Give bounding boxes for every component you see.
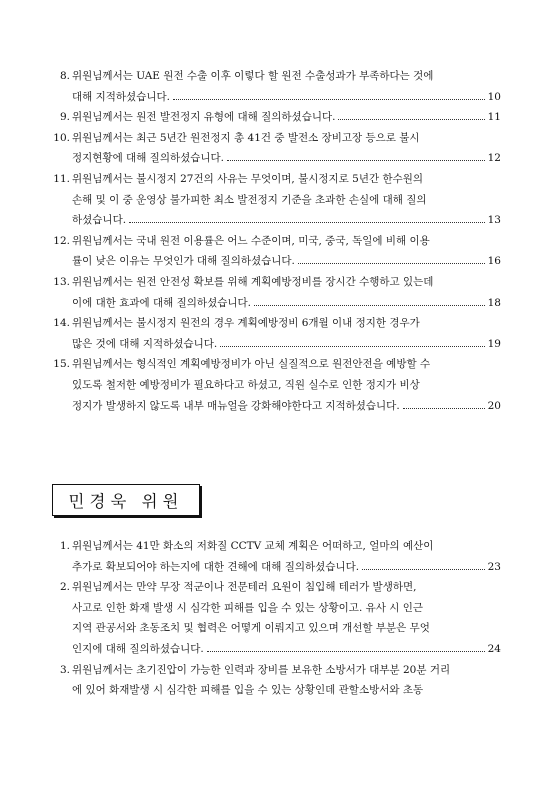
toc-page-number: 13 <box>487 214 501 227</box>
toc-item-number: 12. <box>53 234 70 247</box>
toc-page-number: 11 <box>487 111 501 124</box>
dot-leader <box>173 91 485 100</box>
toc-item-text-line: 위원님께서는 국내 원전 이용률은 어느 수준이며, 미국, 중국, 독일에 비해 이용 <box>72 234 430 247</box>
dot-leader <box>207 643 485 652</box>
toc-item-text-line: 위원님께서는 불시정지 27건의 사유는 무엇이며, 불시정지로 5년간 한수원의 <box>72 172 424 185</box>
toc-item <box>53 231 501 272</box>
toc-item-number: 1. <box>59 540 70 552</box>
toc-item-number: 13. <box>53 275 70 288</box>
toc-item <box>53 169 501 231</box>
toc-item-last-line <box>72 107 501 128</box>
toc-page-number: 16 <box>487 255 501 268</box>
toc-item <box>58 536 501 577</box>
toc-item-text-line: 사고로 인한 화재 발생 시 심각한 피해를 입을 수 있는 상황이고. 유사 시 인근 <box>72 601 424 614</box>
toc-item-text-line: 위원님께서는 원전 안전성 확보를 위해 계획예방정비를 장시간 수행하고 있는데 <box>72 275 434 288</box>
toc-item-text-line: 정지현황에 대해 질의하셨습니다. <box>72 152 225 165</box>
dot-leader <box>403 400 485 409</box>
toc-item-text-line: 위원님께서는 원전 발전정지 유형에 대해 질의하셨습니다. <box>72 111 336 124</box>
dot-leader <box>227 153 485 162</box>
toc-item <box>58 66 501 107</box>
toc-list-upper <box>53 66 501 416</box>
dot-leader <box>338 111 484 120</box>
toc-item-text-line: 위원님께서는 최근 5년간 원전정지 총 41건 중 발전소 장비고장 등으로 불시 <box>72 131 420 144</box>
section-title: 민경욱 위원 <box>68 492 184 511</box>
toc-item-last-line <box>72 639 501 660</box>
toc-item-number: 15. <box>53 358 70 371</box>
toc-item-text-line: 추가로 확보되어야 하는지에 대한 견해에 대해 질의하셨습니다. <box>72 560 360 573</box>
toc-item-text-line: 에 있어 화재발생 시 심각한 피해를 입을 수 있는 상황인데 관할소방서와 초동 <box>72 684 424 697</box>
toc-page-number: 23 <box>487 560 501 573</box>
toc-item <box>53 313 501 354</box>
toc-page-number: 24 <box>487 642 501 655</box>
toc-item-last-line <box>72 557 501 578</box>
dot-leader <box>298 255 485 264</box>
toc-item <box>53 354 501 416</box>
toc-item-number: 2. <box>59 581 70 594</box>
toc-item-number: 10. <box>53 131 70 144</box>
toc-item-last-line <box>72 334 501 355</box>
toc-item <box>53 128 501 169</box>
toc-item-text-line: 지역 관공서와 초동조치 및 협력은 어떻게 이뤄지고 있으며 개선할 부분은 무엇 <box>72 622 430 635</box>
toc-list-lower <box>58 536 501 701</box>
section-title-box <box>52 484 200 516</box>
toc-item-text-line: 많은 것에 대해 지적하셨습니다. <box>72 337 218 350</box>
toc-item-text-line: 률이 낮은 이유는 무엇인가 대해 질의하셨습니다. <box>72 255 295 268</box>
toc-item-last-line <box>72 293 501 314</box>
toc-item-text-line: 정지가 발생하지 않도록 내부 매뉴얼을 강화해야한다고 지적하셨습니다. <box>72 399 400 412</box>
toc-item-last-line <box>72 210 501 231</box>
toc-page-number: 19 <box>487 337 501 350</box>
toc-item-text-line: 위원님께서는 불시정지 원전의 경우 계획예방정비 6개월 이내 정지한 경우가 <box>72 317 420 330</box>
toc-item-number: 9. <box>59 111 70 124</box>
toc-page-number: 10 <box>487 90 501 103</box>
toc-item <box>53 272 501 313</box>
toc-item <box>58 577 501 659</box>
toc-item-number: 11. <box>53 172 70 185</box>
toc-item <box>58 660 501 701</box>
dot-leader <box>220 338 484 347</box>
toc-item-last-line <box>72 396 501 417</box>
toc-item <box>58 107 501 128</box>
toc-item-text-line: 인지에 대해 질의하셨습니다. <box>72 642 204 655</box>
toc-item-text-line: 위원님께서는 형식적인 계획예방정비가 아닌 실질적으로 원전안전을 예방할 수 <box>72 358 431 371</box>
dot-leader <box>129 214 485 223</box>
toc-item-text-line: 손해 및 이 중 운영상 불가피한 최소 발전정지 기준을 초과한 손실에 대해 질의 <box>72 193 427 206</box>
toc-item-number: 3. <box>59 663 70 676</box>
toc-page-number: 20 <box>487 399 501 412</box>
toc-item-text-line: 하셨습니다. <box>72 214 127 227</box>
toc-item-last-line <box>72 87 501 108</box>
toc-item-text-line: 위원님께서는 41만 화소의 저화질 CCTV 교체 계획은 어떠하고, 얼마의 예산이 <box>72 540 434 552</box>
toc-item-text-line: 위원님께서는 UAE 원전 수출 이후 이렇다 할 원전 수출성과가 부족하다는 것에 <box>72 70 434 82</box>
toc-item-text-line: 위원님께서는 만약 무장 적군이나 전문테러 요원이 침입해 테러가 발생하면, <box>72 581 417 594</box>
toc-page-number: 12 <box>487 152 501 165</box>
toc-page-number: 18 <box>487 296 501 309</box>
toc-item-text-line: 대해 지적하셨습니다. <box>72 90 170 103</box>
toc-item-text-line: 있도록 철저한 예방정비가 필요하다고 하셨고, 직원 실수로 인한 정지가 비상 <box>72 378 420 391</box>
toc-item-last-line <box>72 148 501 169</box>
toc-item-text-line: 위원님께서는 초기진압이 가능한 인력과 장비를 보유한 소방서가 대부분 20분 거리 <box>72 663 451 676</box>
toc-item-last-line <box>72 251 501 272</box>
dot-leader <box>362 561 485 570</box>
toc-item-number: 8. <box>59 70 70 82</box>
toc-item-text-line: 이에 대한 효과에 대해 질의하셨습니다. <box>72 296 251 309</box>
dot-leader <box>254 297 485 306</box>
toc-item-number: 14. <box>53 317 70 330</box>
